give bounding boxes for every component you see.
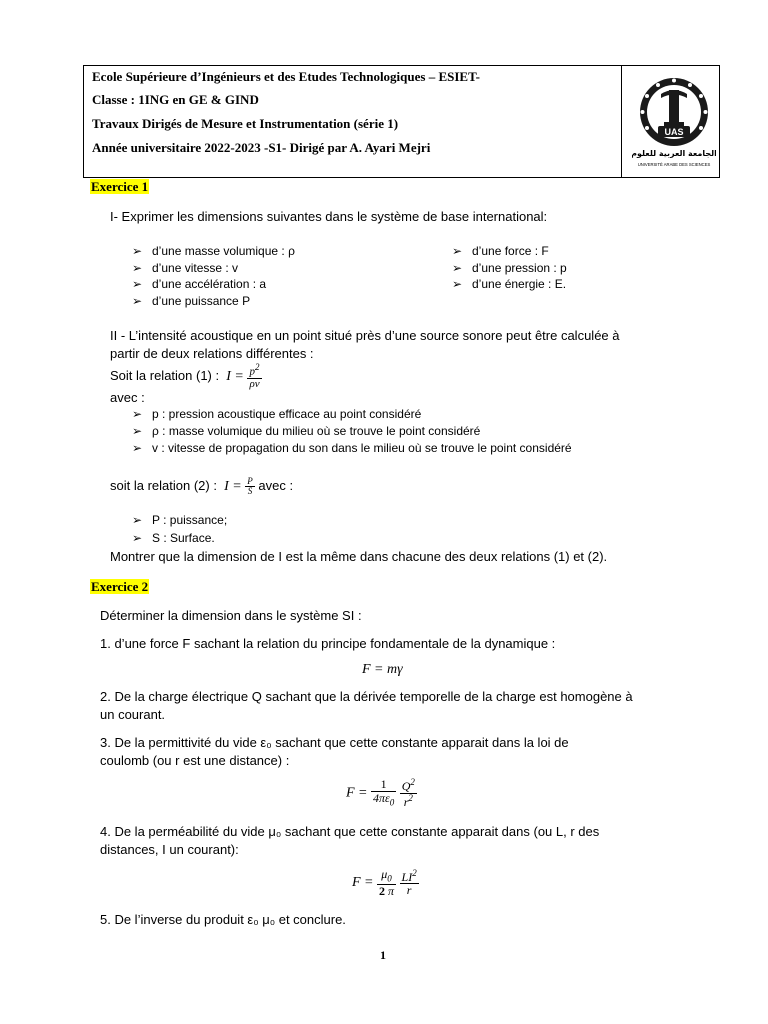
ex2-q2-line2: un courant. [100,707,166,722]
relation-2: soit la relation (2) : I = $\frac{P}{S}$ avec : [110,475,294,497]
arrow-bullet-icon: ➢ [132,407,143,421]
relation-1-fraction: $\frac{p^2}{\rho v}$ [249,361,260,390]
arrow-bullet-icon: ➢ [132,424,143,438]
ex2-q4-line1: 4. De la perméabilité du vide μ₀ sachant que cette constante apparait dans (ou L, r des [100,824,600,839]
list-item: ➢ p : pression acoustique efficace au point considéré [132,407,422,421]
ex2-q4-line2: distances, I un courant): [100,842,239,857]
ex2-q2-line1: 2. De la charge électrique Q sachant que la dérivée temporelle de la charge est homogène à [100,689,633,704]
relation-2-fraction: $\frac{P}{S}$ [247,475,253,497]
ex2-q3-line2: coulomb (ou r est une distance) : [100,753,290,768]
arrow-bullet-icon: ➢ [132,531,143,545]
class-line: Classe : 1ING en GE & GIND [92,92,259,107]
header-box [83,65,720,178]
arrow-bullet-icon: ➢ [132,277,143,291]
list-item: ➢ S : Surface. [132,531,215,545]
arrow-bullet-icon: ➢ [132,261,143,275]
equation-coulomb: F = $\frac{1}{4\pi\varepsilon_0}$ $\frac{Q^2}{r^2}$ [346,777,415,809]
arrow-bullet-icon: ➢ [452,261,463,275]
ex1-conclusion: Montrer que la dimension de I est la même dans chacune des deux relations (1) et (2). [110,549,608,564]
exercise-2-title: Exercice 2 [91,579,149,594]
equation-1: F = mγ [362,662,403,677]
list-item: ➢ d’une énergie : E. [452,277,567,291]
header-divider [621,66,622,177]
ex1-part1-intro: I- Exprimer les dimensions suivantes dans le système de base international: [110,209,548,224]
exercise-1-title: Exercice 1 [91,179,149,194]
university-logo [632,76,716,171]
logo-abbr: UAS [664,127,684,137]
arrow-bullet-icon: ➢ [132,294,143,308]
list-item: ➢ d’une vitesse : v [132,261,239,275]
list-item: ➢ d’une puissance P [132,294,251,308]
list-item: ➢ d’une accélération : a [132,277,267,291]
list-item: ➢ d’une masse volumique : ρ [132,244,295,258]
arrow-bullet-icon: ➢ [132,513,143,527]
list-item: ➢ ρ : masse volumique du milieu où se trouve le point considéré [132,424,481,438]
ex1-part2-line1: II - L’intensité acoustique en un point situé près d’une source sonore peut être calculée à [110,328,620,343]
avec-label: avec : [110,390,145,405]
ex2-q1: 1. d’une force F sachant la relation du principe fondamentale de la dynamique : [100,636,556,651]
list-item: ➢ P : puissance; [132,513,228,527]
list-item: ➢ d’une force : F [452,244,549,258]
page-number: 1 [380,948,386,962]
logo-caption: UNIVERSITÉ ARABE DES SCIENCES [637,162,711,167]
ex2-q5: 5. De l’inverse du produit ε₀ μ₀ et conclure. [100,912,346,927]
arrow-bullet-icon: ➢ [452,277,463,291]
equation-permeability: F = $\frac{\mu_0}{2 \pi}$ $\frac{LI^2}{r}$ [352,867,417,898]
ex2-q3-line1: 3. De la permittivité du vide ε₀ sachant que cette constante apparait dans la loi de [100,735,569,750]
arrow-bullet-icon: ➢ [452,244,463,258]
ex1-part2-line2: partir de deux relations différentes : [110,346,314,361]
arrow-bullet-icon: ➢ [132,441,143,455]
year-line: Année universitaire 2022-2023 -S1- Dirigé par A. Ayari Mejri [92,140,431,155]
school-name: Ecole Supérieure d’Ingénieurs et des Etudes Technologiques – ESIET- [92,69,480,84]
list-item: ➢ d’une pression : p [452,261,567,275]
arrow-bullet-icon: ➢ [132,244,143,258]
list-item: ➢ v : vitesse de propagation du son dans le milieu où se trouve le point considéré [132,441,572,455]
logo-arabic: الجامعة العربية للعلوم [632,149,716,158]
course-line: Travaux Dirigés de Mesure et Instrumentation (série 1) [92,116,399,131]
ex2-intro: Déterminer la dimension dans le système SI : [100,608,362,623]
relation-1: Soit la relation (1) : I = $\frac{p^2}{\rho v}$ [110,361,260,390]
